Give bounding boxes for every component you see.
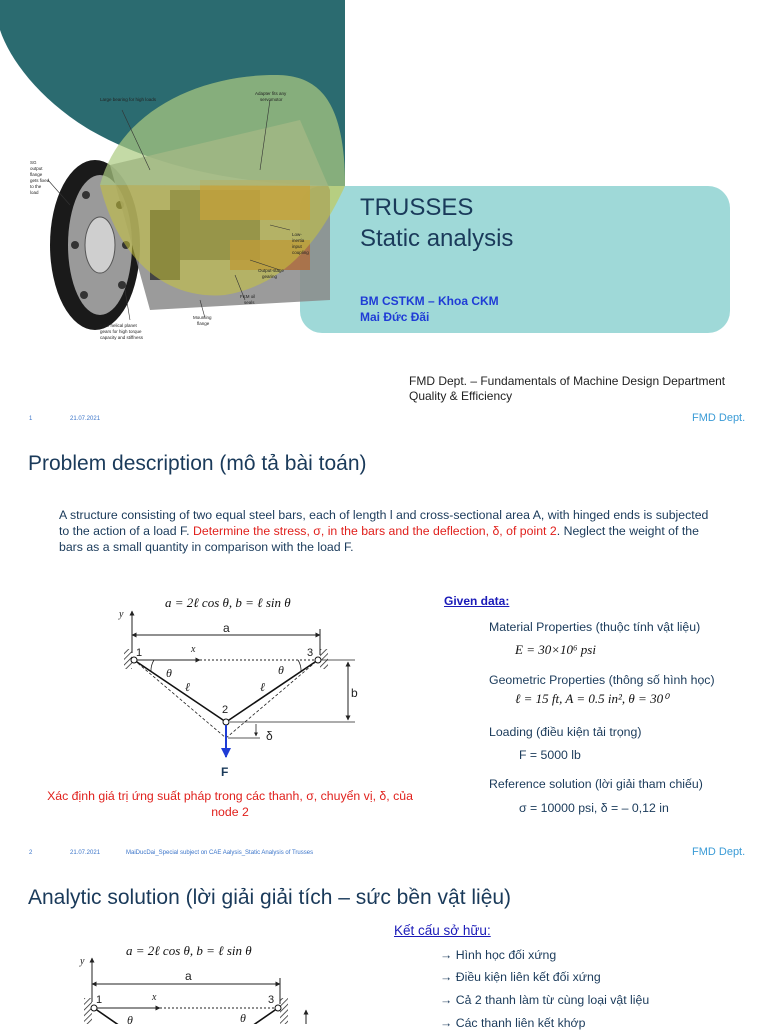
page-number: 1: [29, 416, 33, 422]
bullet-item: → Điều kiện liên kết đối xứng: [440, 970, 601, 984]
author-block: [360, 293, 499, 325]
loading-value: F = 5000 lb: [519, 748, 581, 762]
page-number: 2: [29, 850, 33, 856]
footer-dept: FMD Dept.: [692, 846, 746, 858]
dim-b-label: b: [351, 686, 358, 700]
bullet-item: → Cả 2 thanh làm từ cùng loại vật liệu: [440, 993, 650, 1007]
svg-text:3: 3: [307, 647, 314, 659]
y-label: y: [119, 609, 124, 620]
geometric-value: ℓ = 15 ft, A = 0.5 in², θ = 30⁰: [515, 691, 669, 706]
bullet-item: → Hình học đối xứng: [440, 948, 557, 962]
theta-right: θ: [240, 1011, 246, 1024]
svg-text:gets fixed: gets fixed: [30, 178, 50, 183]
svg-text:FKM oil: FKM oil: [240, 294, 256, 299]
node-3: [315, 657, 321, 663]
footer-date: 21.07.2021: [70, 416, 101, 422]
theta-left: θ: [166, 666, 172, 680]
svg-text:flange: flange: [197, 321, 210, 326]
geometric-label: Geometric Properties (thông số hình học): [489, 673, 715, 687]
svg-text:Adapter fits any: Adapter fits any: [255, 91, 287, 96]
svg-text:seals: seals: [244, 300, 255, 305]
bullet-item: → Các thanh liên kết khớp: [440, 1016, 586, 1030]
node-3: [275, 1005, 281, 1011]
svg-text:1: 1: [136, 647, 143, 659]
svg-text:input: input: [292, 244, 302, 249]
structure-heading: Kết cấu sở hữu:: [394, 923, 491, 938]
geometry-formula: a = 2ℓ cos θ, b = ℓ sin θ: [165, 595, 291, 610]
svg-text:inertia: inertia: [292, 238, 305, 243]
x-label: x: [191, 644, 196, 655]
svg-text:gears for high torque: gears for high torque: [100, 329, 142, 334]
department-name: FMD Dept. – Fundamentals of Machine Design Department: [409, 374, 726, 388]
load-label: F: [221, 765, 229, 779]
svg-text:1: 1: [96, 994, 103, 1006]
node-2: [223, 719, 229, 725]
svg-text:load: load: [30, 190, 39, 195]
slide-heading: Problem description (mô tả bài toán): [28, 452, 367, 475]
bar-left: [94, 1008, 120, 1024]
svg-text:Four helical planet: Four helical planet: [100, 323, 137, 328]
svg-text:capacity and stiffness: capacity and stiffness: [100, 335, 143, 340]
truss-diagram: [110, 605, 370, 785]
para-highlight: Determine the stress, σ, in the bars and the deflection, δ, of point 2: [193, 524, 557, 538]
bar-right: [252, 1008, 278, 1024]
footer-date: 21.07.2021: [70, 850, 101, 856]
y-label: y: [80, 956, 85, 967]
theta-left: θ: [127, 1013, 133, 1024]
loading-label: Loading (điều kiện tải trọng): [489, 725, 642, 739]
author-dept: BM CSTKM – Khoa CKM: [360, 294, 499, 308]
slide-heading: Analytic solution (lời giải giải tích – sức bền vật liệu): [28, 886, 512, 909]
length-left: ℓ: [185, 680, 190, 694]
slide-title-block: [360, 192, 513, 254]
task-note: Xác định giá trị ứng suất pháp trong các thanh, σ, chuyển vị, δ, của node 2: [47, 789, 413, 819]
svg-text:2: 2: [222, 704, 229, 716]
length-right: ℓ: [260, 680, 265, 694]
svg-text:flange: flange: [30, 172, 43, 177]
para-text: . Neglect the weight of the bars as a small quantity in comparison with the load F.: [59, 524, 699, 554]
svg-text:Low-: Low-: [292, 232, 302, 237]
slide-title: TRUSSES: [360, 194, 474, 221]
svg-text:servomotor: servomotor: [260, 97, 283, 102]
gearbox-label: SG: [30, 160, 37, 165]
problem-paragraph: [59, 507, 719, 555]
support-right: [280, 998, 288, 1024]
theta-right: θ: [278, 663, 284, 677]
bar-right: [226, 660, 318, 722]
material-label: Material Properties (thuộc tính vật liệu): [489, 620, 701, 634]
slide-1: [0, 0, 768, 430]
svg-text:Mounting: Mounting: [193, 315, 212, 320]
svg-text:Large bearing for high loads: Large bearing for high loads: [100, 97, 157, 102]
support-left: [84, 998, 92, 1024]
svg-text:3: 3: [268, 994, 275, 1006]
footer-dept: FMD Dept.: [692, 412, 746, 424]
material-value: E = 30×10⁶ psi: [515, 642, 596, 657]
footer-course: MaiDucDai_Special subject on CAE Aalysis_Static Analysis of Trusses: [126, 850, 314, 856]
bar-left: [134, 660, 229, 722]
geometry-formula: a = 2ℓ cos θ, b = ℓ sin θ: [126, 943, 252, 958]
given-data-heading: Given data:: [444, 594, 510, 608]
svg-text:gearing: gearing: [262, 274, 278, 279]
svg-text:Output-stage: Output-stage: [258, 268, 285, 273]
reference-value: σ = 10000 psi, δ = – 0,12 in: [519, 801, 669, 815]
x-label: x: [152, 992, 157, 1003]
truss-diagram: [70, 950, 330, 1024]
dim-a-label: a: [185, 969, 192, 983]
slide-subtitle: Static analysis: [360, 225, 514, 252]
svg-text:to the: to the: [30, 184, 42, 189]
author-name: Mai Đức Đãi: [360, 310, 430, 324]
dim-a-label: a: [223, 621, 230, 635]
department-block: [409, 374, 725, 404]
svg-text:coupling: coupling: [292, 250, 309, 255]
reference-label: Reference solution (lời giải tham chiếu): [489, 777, 703, 791]
svg-text:output: output: [30, 166, 43, 171]
para-text: A structure consisting of two equal steel bars, each of length l and cross-sectional area A, with hinged ends is subjected to the action of a load F.: [59, 508, 709, 538]
department-motto: Quality & Efficiency: [409, 389, 513, 403]
delta-label: δ: [266, 729, 273, 743]
